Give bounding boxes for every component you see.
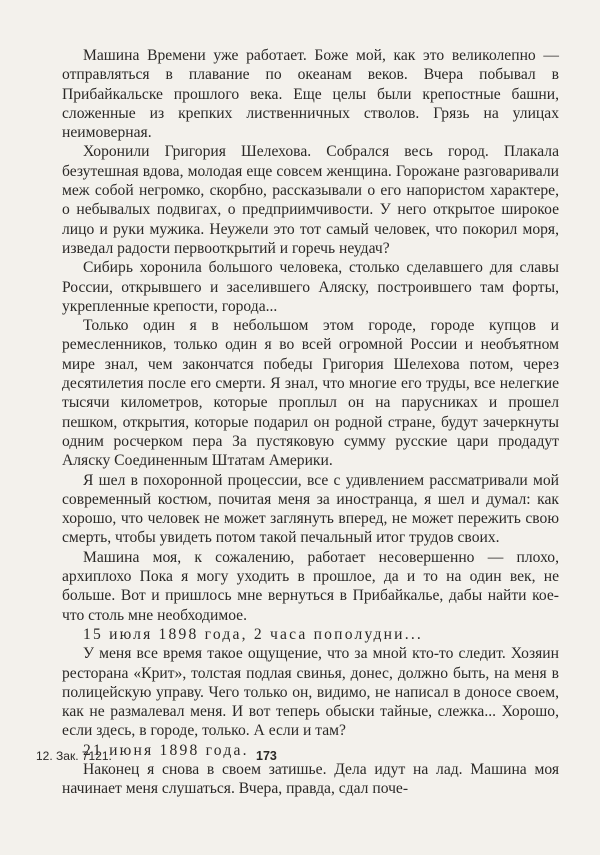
paragraph-procession: Я шел в похоронной процессии, все с удивлением рассматривали мой современный костюм, почитая меня за иностранца, я шел и думал: как хорошо, что человек не может заглянуть вперед, не может пережить свою смерть, чтобы увидеть потом такой печальный итог трудов своих. <box>62 471 559 547</box>
diary-date-1: 15 июля 1898 года, 2 часа пополудни... <box>83 625 424 643</box>
page-footer <box>0 749 600 769</box>
printing-order-note: 12. Зак. 7121. <box>36 749 112 763</box>
paragraph-funeral: Хоронили Григория Шелехова. Собрался весь город. Плакала безутешная вдова, молодая еще совсем женщина. Горожане разговаривали меж собой негромко, скорбно, рассказывали о его напористом характере, о небывалых подвигах, о предприимчивости. У него открытое широкое лицо и руки мужика. Неужели это тот самый человек, что покорил моря, изведал радости первооткрытий и горечь неудач? <box>62 143 559 257</box>
page-body <box>62 46 559 799</box>
paragraph-siberia: Сибирь хоронила большого человека, столько сделавшего для славы России, открывшего и заселившего Аляску, построившего там форты, укрепленные крепости, города... <box>62 259 559 315</box>
diary-date-2: 21 июня 1898 года. <box>83 741 249 759</box>
paragraph-back-home: Наконец я снова в своем затишье. Дела идут на лад. Машина моя начинает меня слушаться. Вчера, правда, сдал поче- <box>62 760 559 798</box>
paragraph-time-machine: Машина Времени уже работает. Боже мой, как это великолепно — отправляться в плавание по океанам веков. Вчера побывал в Прибайкальске прошлого века. Еще целы были крепостные башни, сложенные из крепких лиственничных стволов. Грязь на улицах неимоверная. <box>62 47 559 142</box>
page-number: 173 <box>256 749 277 763</box>
paragraph-only-i-knew: Только один я в небольшом этом городе, городе купцов и ремесленников, только один я во всей огромной России и необъятном мире знал, чем закончатся победы Григория Шелехова потом, через десятилетия после его смерти. Я знал, что многие его труды, все нелегкие тысячи километров, которые проплыл он на парусниках и прошел пешком, открытия, которые подарил он родной стране, будут зачеркнуты одним росчерком пера За пустяковую сумму русские цари продадут Аляску Соединенным Штатам Америки. <box>62 317 559 470</box>
paragraph-machine-imperfect: Машина моя, к сожалению, работает несовершенно — плохо, архиплохо Пока я могу уходить в прошлое, да и то на один век, не больше. Вот и пришлось мне вернуться в Прибайкалье, дабы найти кое-что столь мне необходимое. <box>62 548 559 624</box>
paragraph-surveillance: У меня все время такое ощущение, что за мной кто-то следит. Хозяин ресторана «Крит», толстая подлая свинья, донес, должно быть, на меня в полицейскую управу. Чего только он, видимо, не написал в доносе своем, как не размалевал меня. И вот теперь обыски тайные, слежка... Хорошо, если здесь, в городе, только. А если и там? <box>62 645 559 740</box>
